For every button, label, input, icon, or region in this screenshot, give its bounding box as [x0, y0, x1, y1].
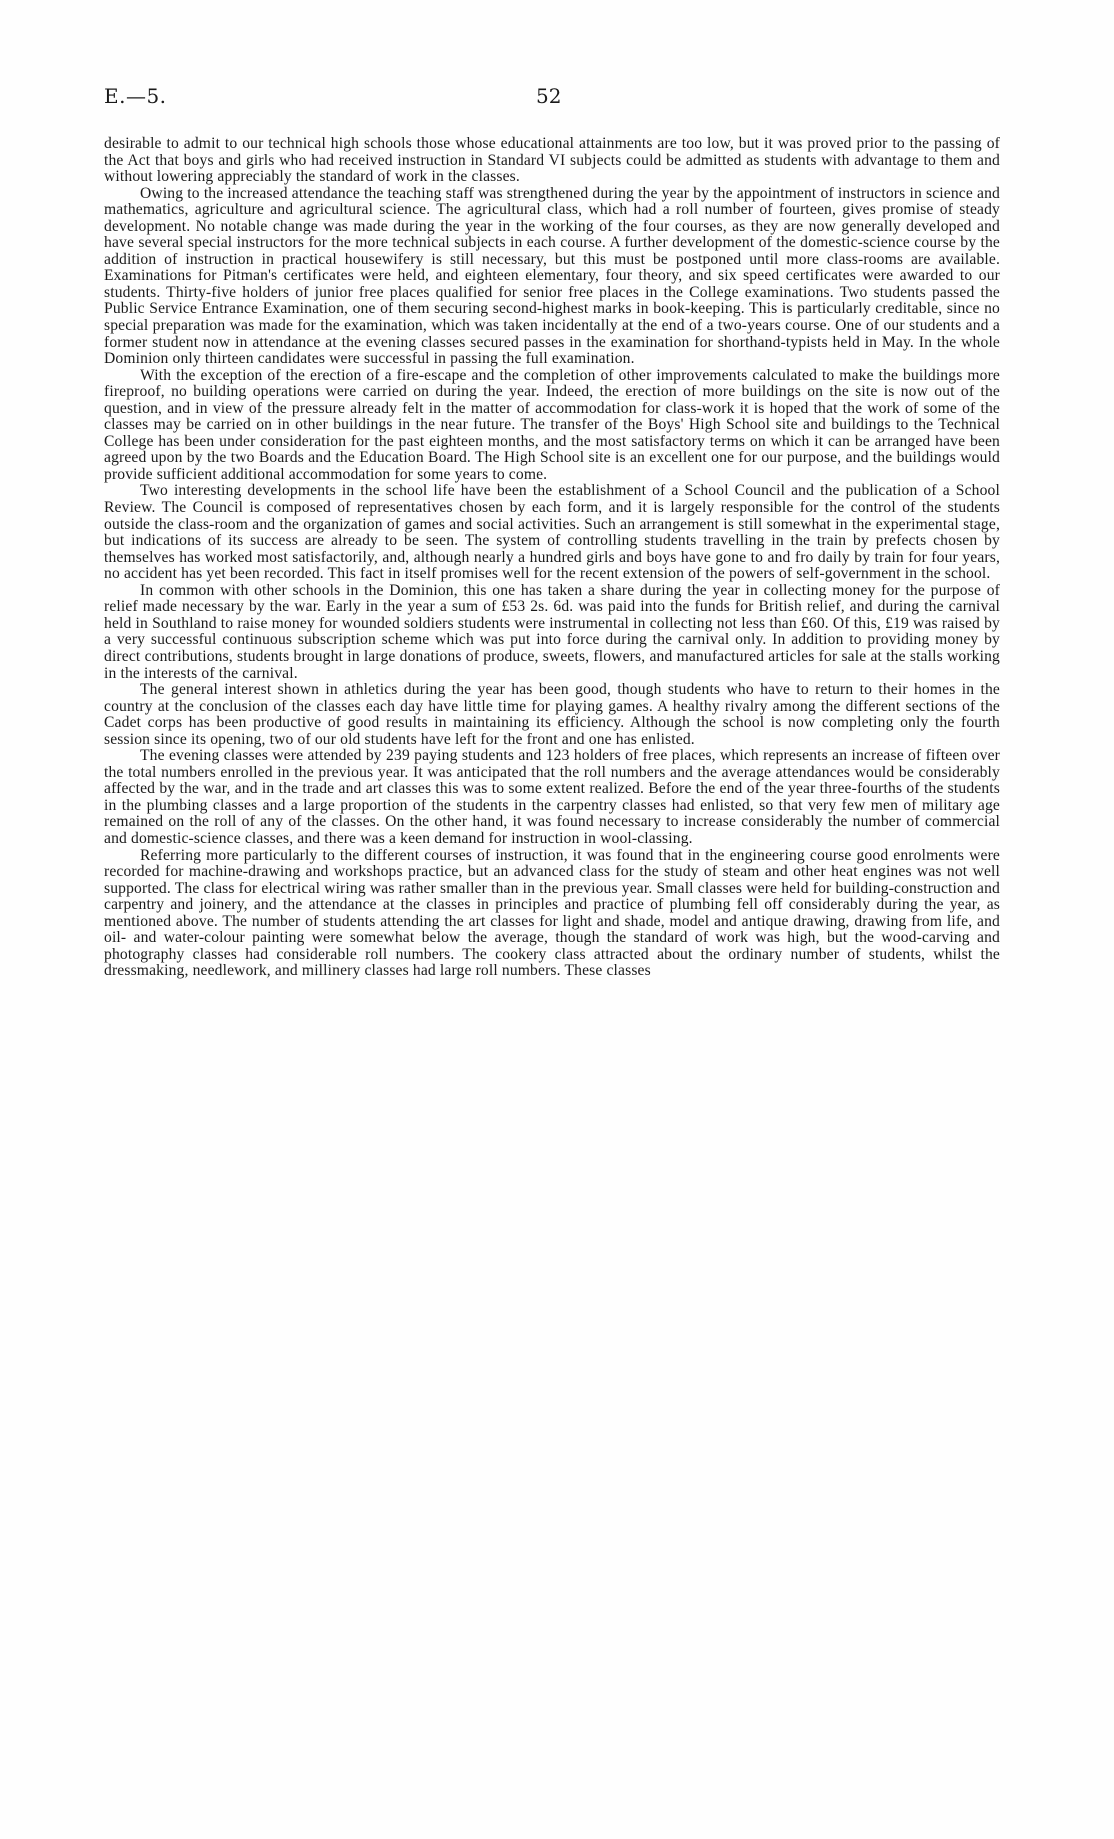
paragraph: With the exception of the erection of a fire-escape and the completion of other improvements calculated to make the buildings more fireproof, no building operations were carried on during the year. Indeed, the erection of more buildings on the site is now out of the question, and in view of the pressure already felt in the matter of accommodation for class-work it is hoped that the work of some of the classes may be carried on in other buildings in the near future. The transfer of the Boys' High School site and buildings to the Technical College has been under consideration for the past eighteen months, and the most satisfactory terms on which it can be arranged have been agreed upon by the two Boards and the Education Board. The High School site is an excellent one for our purpose, and the buildings would provide sufficient additional accommodation for some years to come.: [104, 366, 1000, 483]
paragraph: In common with other schools in the Dominion, this one has taken a share during the year in collecting money for the purpose of relief made necessary by the war. Early in the year a sum of £53 2s. 6d. was paid into the funds for British relief, and during the carnival held in Southland to raise money for wounded soldiers students were instrumental in collecting not less than £60. Of this, £19 was raised by a very successful continuous subscription scheme which was put into force during the carnival only. In addition to providing money by direct contributions, students brought in large donations of produce, sweets, flowers, and manufactured articles for sale at the stalls working in the interests of the carnival.: [104, 581, 1000, 682]
paragraph: Two interesting developments in the school life have been the establishment of a School Council and the publication of a School Review. The Council is composed of representatives chosen by each form, and it is largely responsible for the control of the students outside the class-room and the organization of games and social activities. Such an arrangement is still somewhat in the experimental stage, but indications of its success are already to be seen. The system of controlling students travelling in the train by prefects chosen by themselves has worked most satisfactorily, and, although nearly a hundred girls and boys have gone to and fro daily by train for four years, no accident has yet been recorded. This fact in itself promises well for the recent extension of the powers of self-government in the school.: [104, 482, 1000, 583]
page-header: [104, 84, 1004, 114]
body-text: [104, 136, 1000, 980]
paragraph-continuation: desirable to admit to our technical high schools those whose educational attainments are too low, but it was proved prior to the passing of the Act that boys and girls who had received instruction in Standard VI subjects could be admitted as students with advantage to them and without lowering appreciably the standard of work in the classes.: [104, 135, 1000, 186]
page-number: 52: [536, 84, 562, 108]
paragraph: The evening classes were attended by 239 paying students and 123 holders of free places, which represents an increase of fifteen over the total numbers enrolled in the previous year. It was anticipated that the roll numbers and the average attendances would be considerably affected by the war, and in the trade and art classes this was to some extent realized. Before the end of the year three-fourths of the students in the plumbing classes and a large proportion of the students in the carpentry classes had enlisted, so that very few men of military age remained on the roll of any of the classes. On the other hand, it was found necessary to increase considerably the number of commercial and domestic-science classes, and there was a keen demand for instruction in wool-classing.: [104, 747, 1000, 847]
paragraph: The general interest shown in athletics during the year has been good, though students who have to return to their homes in the country at the conclusion of the classes each day have little time for playing games. A healthy rivalry among the different sections of the Cadet corps has been productive of good results in maintaining its efficiency. Although the school is now completing only the fourth session since its opening, two of our old students have left for the front and one has enlisted.: [104, 681, 1000, 748]
paragraph: Referring more particularly to the different courses of instruction, it was found that in the engineering course good enrolments were recorded for machine-drawing and workshops practice, but an advanced class for the study of steam and other heat engines was not well supported. The class for electrical wiring was rather smaller than in the previous year. Small classes were held for building-construction and carpentry and joinery, and the attendance at the classes in principles and practice of plumbing fell off considerably during the year, as mentioned above. The number of students attending the art classes for light and shade, model and antique drawing, drawing from life, and oil- and water-colour painting were somewhat below the average, though the standard of work was high, but the wood-carving and photography classes had considerable roll numbers. The cookery class attracted about the ordinary number of students, whilst the dressmaking, needlework, and millinery classes had large roll numbers. These classes: [104, 846, 1000, 980]
document-code: E.—5.: [104, 84, 167, 108]
paragraph: Owing to the increased attendance the teaching staff was strengthened during the year by the appointment of instructors in science and mathematics, agriculture and agricultural science. The agricultural class, which had a roll number of fourteen, gives promise of steady development. No notable change was made during the year in the working of the four courses, as they are now generally developed and have several special instructors for the more technical subjects in each course. A further development of the domestic-science course by the addition of instruction in practical housewifery is still necessary, but this must be postponed until more class-rooms are available. Examinations for Pitman's certificates were held, and eighteen elementary, four theory, and six speed certificates were awarded to our students. Thirty-five holders of junior free places qualified for senior free places in the College examinations. Two students passed the Public Service Entrance Examination, one of them securing second-highest marks in book-keeping. This is particularly creditable, since no special preparation was made for the examination, which was taken incidentally at the end of a two-years course. One of our students and a former student now in attendance at the evening classes secured passes in the examination for shorthand-typists held in May. In the whole Dominion only thirteen candidates were successful in passing the full examination.: [104, 184, 1000, 368]
